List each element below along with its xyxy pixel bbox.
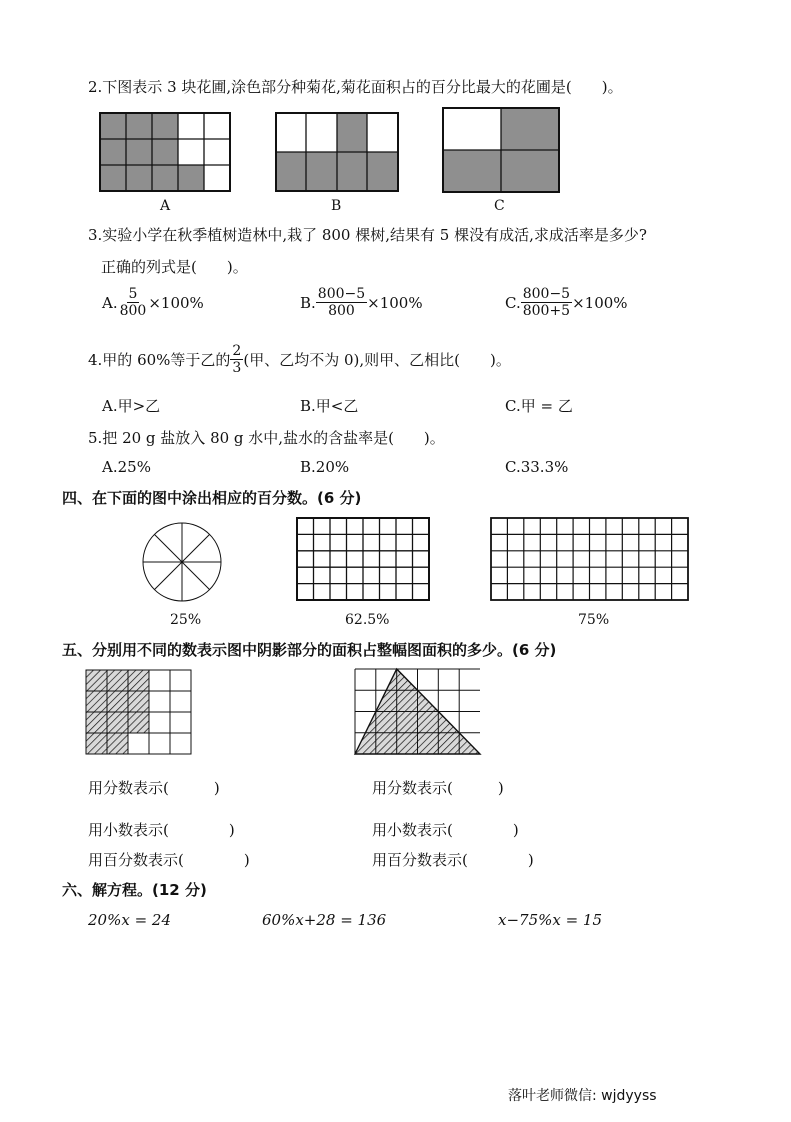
q3-option-a: A. $\frac{5}{800}$ ×100% bbox=[102, 286, 204, 319]
hatched-grid-left bbox=[86, 670, 191, 754]
label-a: A bbox=[160, 198, 171, 214]
q3-option-c: C. $\frac{800-5}{800+5}$ ×100% bbox=[505, 286, 628, 319]
label-75: 75% bbox=[578, 612, 610, 628]
flowerbed-a bbox=[100, 113, 230, 191]
hatched-triangle-grid bbox=[355, 669, 480, 754]
label-25: 25% bbox=[170, 612, 202, 628]
footer-watermark: 落叶老师微信: wjdyyss bbox=[508, 1088, 657, 1104]
q5-option-b: B.20% bbox=[300, 458, 350, 476]
q3-line1: 3.实验小学在秋季植树造林中,栽了 800 棵树,结果有 5 棵没有成活,求成活率是多少? bbox=[88, 226, 647, 244]
right-percent-answer[interactable]: 用百分数表示( ) bbox=[372, 851, 534, 869]
q5-option-c: C.33.3% bbox=[505, 458, 569, 476]
left-decimal-answer[interactable]: 用小数表示( ) bbox=[88, 821, 235, 839]
right-fraction-answer[interactable]: 用分数表示( ) bbox=[372, 779, 504, 797]
section5-heading: 五、分别用不同的数表示图中阴影部分的面积占整幅图面积的多少。(6 分) bbox=[62, 641, 557, 659]
equation-3: x−75%x = 15 bbox=[498, 911, 603, 929]
q4-option-c: C.甲 = 乙 bbox=[505, 397, 573, 415]
left-fraction-answer[interactable]: 用分数表示( ) bbox=[88, 779, 220, 797]
q2-text: 2.下图表示 3 块花圃,涂色部分种菊花,菊花面积占的百分比最大的花圃是( )。 bbox=[88, 78, 623, 96]
q5-option-a: A.25% bbox=[102, 458, 151, 476]
section6-heading: 六、解方程。(12 分) bbox=[62, 881, 207, 899]
label-b: B bbox=[331, 198, 342, 214]
q3-line2: 正确的列式是( )。 bbox=[101, 258, 248, 276]
q4-option-b: B.甲<乙 bbox=[300, 397, 359, 415]
equation-2: 60%x+28 = 136 bbox=[262, 911, 387, 929]
flowerbed-b bbox=[276, 113, 398, 191]
label-c: C bbox=[494, 198, 505, 214]
q4-text: 4.甲的 60%等于乙的 $\frac{2}{3}$ (甲、乙均不为 0),则甲、乙相比( )。 bbox=[88, 343, 511, 376]
left-percent-answer[interactable]: 用百分数表示( ) bbox=[88, 851, 250, 869]
flowerbed-c bbox=[443, 108, 559, 192]
equation-1: 20%x = 24 bbox=[88, 911, 171, 929]
label-62-5: 62.5% bbox=[345, 612, 390, 628]
q5-text: 5.把 20 g 盐放入 80 g 水中,盐水的含盐率是( )。 bbox=[88, 429, 445, 447]
section4-heading: 四、在下面的图中涂出相应的百分数。(6 分) bbox=[62, 489, 362, 507]
circle-8-sectors bbox=[142, 522, 222, 602]
q4-option-a: A.甲>乙 bbox=[102, 397, 161, 415]
grid-8x5 bbox=[297, 518, 429, 600]
q3-option-b: B. $\frac{800-5}{800}$ ×100% bbox=[300, 286, 423, 319]
right-decimal-answer[interactable]: 用小数表示( ) bbox=[372, 821, 519, 839]
grid-12x5 bbox=[491, 518, 688, 600]
